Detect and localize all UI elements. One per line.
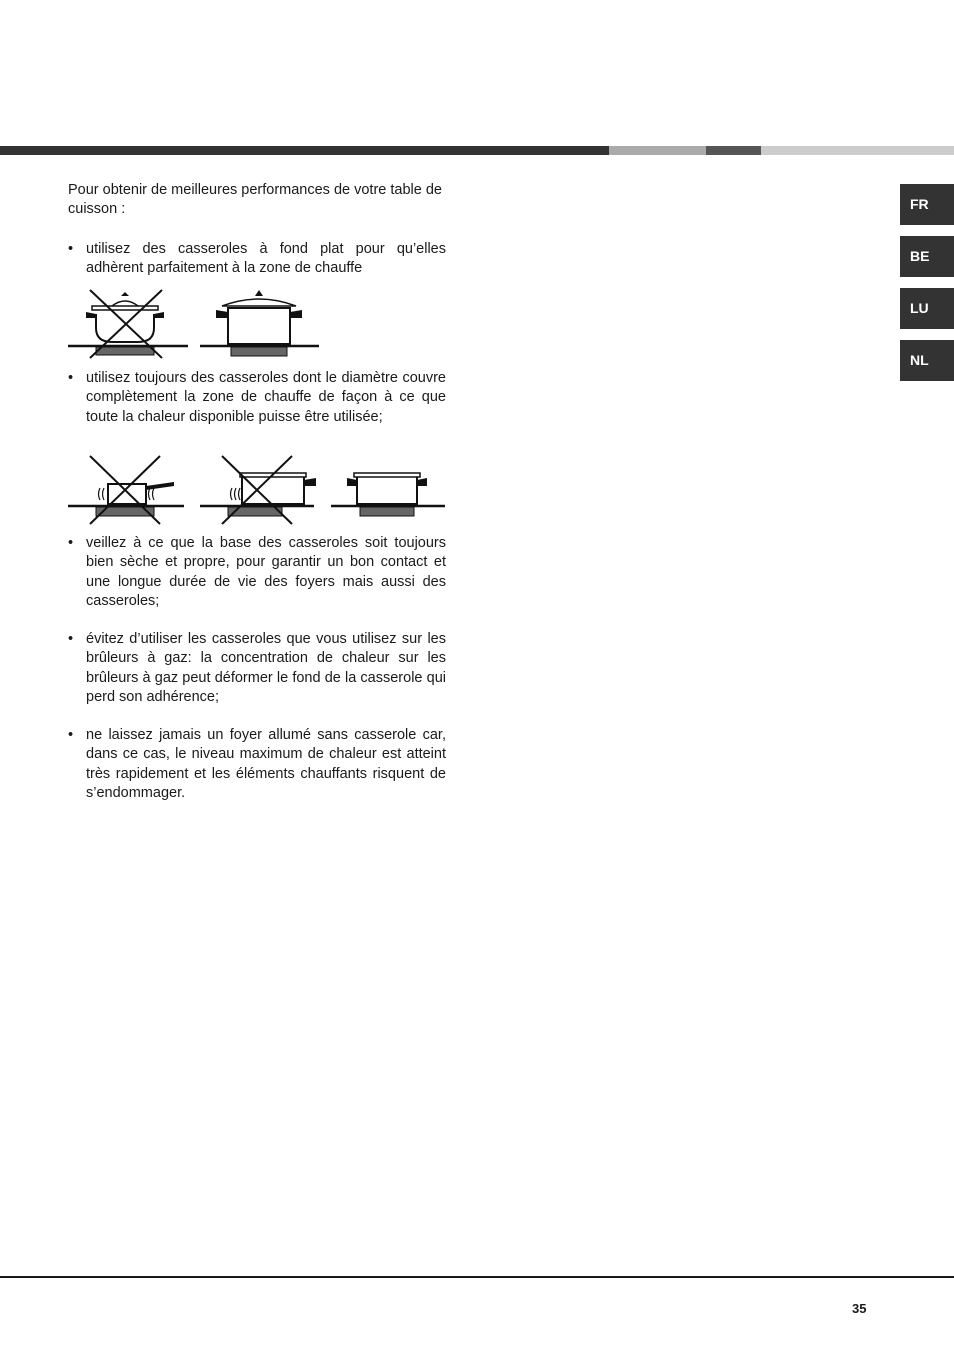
bullet-text: ne laissez jamais un foyer allumé sans casserole car, dans ce cas, le niveau maximum de chaleur est atteint très rapidement et les éléments chauffants risquent de s’endommager. [86, 727, 446, 802]
bullet-dot: • [68, 241, 74, 257]
intro-paragraph: Pour obtenir de meilleures performances de votre table de cuisson : [68, 182, 442, 218]
bullet-text: utilisez des casseroles à fond plat pour qu’elles adhèrent parfaitement à la zone de chauffe [86, 241, 446, 277]
bullet-item [68, 369, 446, 427]
illustration-row-2 [66, 454, 448, 528]
pan-flat-bottom-correct-icon [200, 290, 319, 356]
pan-rounded-bottom-crossed-icon [68, 290, 188, 358]
main-content [68, 181, 446, 802]
lang-tab-lu[interactable]: LU [900, 288, 954, 329]
header-bar-pale-gray [761, 146, 954, 155]
offcenter-pan-crossed-icon [200, 456, 316, 524]
bullet-item [68, 630, 446, 708]
lang-tab-nl[interactable]: NL [900, 340, 954, 381]
bullet-dot: • [68, 370, 74, 386]
bullet-item [68, 726, 446, 804]
small-pan-crossed-icon [68, 456, 184, 524]
bullet-text: évitez d’utiliser les casseroles que vous utilisez sur les brûleurs à gaz: la concentration de chaleur sur les brûleurs à gaz peut déformer le fond de la casserole qui perd son adhérence; [86, 631, 446, 706]
header-bar-dark [0, 146, 609, 155]
header-bar [0, 146, 954, 155]
bullet-dot: • [68, 631, 74, 647]
bullet-text: veillez à ce que la base des casseroles soit toujours bien sèche et propre, pour garantir un bon contact et une longue durée de vie des foyers mais aussi des casseroles; [86, 535, 446, 610]
pan-correct-size-icon [331, 473, 445, 516]
header-bar-mid-gray [706, 146, 761, 155]
bullet-dot: • [68, 535, 74, 551]
bullet-item [68, 240, 446, 279]
footer-rule [0, 1276, 954, 1278]
header-bar-light-gray [609, 146, 706, 155]
lang-tab-fr[interactable]: FR [900, 184, 954, 225]
lang-tab-be[interactable]: BE [900, 236, 954, 277]
bullet-dot: • [68, 727, 74, 743]
page-number: 35 [852, 1301, 867, 1316]
bullet-item [68, 534, 446, 612]
illustration-row-1 [66, 286, 326, 362]
bullet-text: utilisez toujours des casseroles dont le diamètre couvre complètement la zone de chauffe de façon à ce que toute la chaleur disponible puisse être utilisée; [86, 370, 446, 425]
